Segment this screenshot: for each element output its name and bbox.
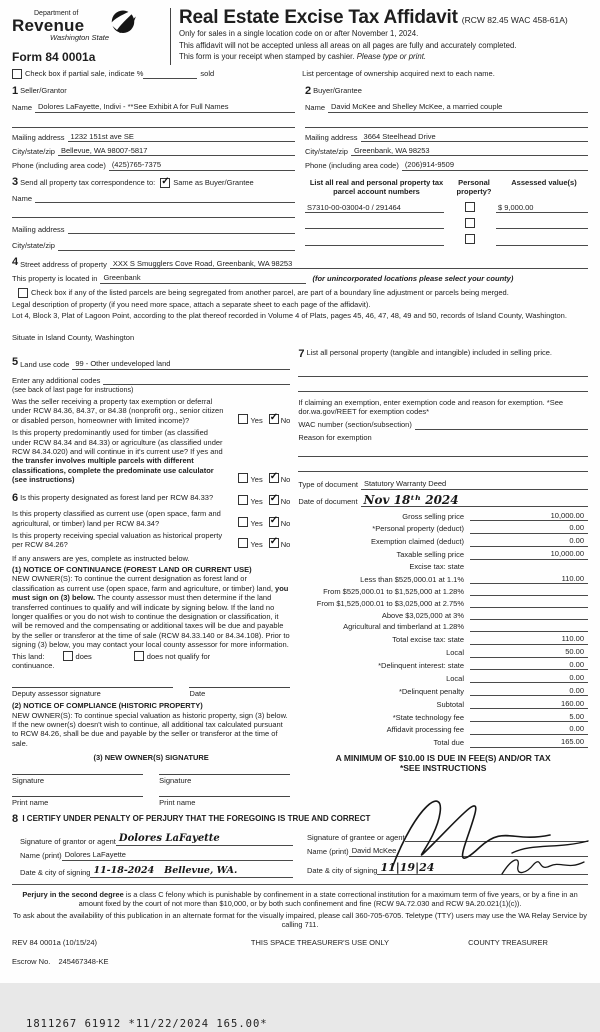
tax-row-taxable: Taxable selling price 10,000.00 (298, 549, 588, 559)
tax-row-tier4: Above $3,025,000 at 3% (298, 611, 588, 620)
same-as-buyer-label: Same as Buyer/Grantee (173, 177, 254, 187)
tax-value-delinquent-penalty: 0.00 (470, 686, 588, 696)
escrow-line: Escrow No. 245467348-KE (12, 957, 109, 966)
buyer-name-field: David McKee and Shelley McKee, a married couple (328, 102, 588, 112)
tax-row-delinquent-interest-local: Local 0.00 (298, 673, 588, 683)
grantor-print-name-field: Dolores LaFayette (62, 850, 293, 860)
parcel-table (305, 176, 588, 251)
current-use-answer: Yes ✓ No (232, 517, 290, 528)
if-yes-instruction: If any answers are yes, complete as instructed below. (12, 553, 190, 563)
partial-sale-percent-field (143, 78, 197, 79)
tax-value-total-state: 110.00 (470, 634, 588, 644)
reason-line-2 (298, 462, 588, 472)
dept-name: Revenue (12, 16, 85, 35)
tax-value-tier1: 110.00 (470, 574, 588, 584)
owner-print-line-1: Print name (12, 796, 143, 807)
partial-sale-checkbox (12, 69, 22, 79)
notice-compliance-title: (2) NOTICE OF COMPLIANCE (HISTORIC PROPERTY) (12, 701, 203, 711)
assessed-value-3 (496, 245, 588, 246)
header-note-3: This form is your receipt when stamped by cashier. Please type or print. (179, 52, 427, 62)
document-type-field: Statutory Warranty Deed (361, 479, 588, 489)
buyer-city-field: Greenbank, WA 98253 (351, 146, 588, 156)
tax-row-technology-fee: *State technology fee 5.00 (298, 712, 588, 722)
cashier-stamp: 1811267 61912 *11/22/2024 165.00* (26, 1018, 268, 1031)
does-not-checkbox (134, 651, 144, 661)
certify-statement: I CERTIFY UNDER PENALTY OF PERJURY THAT THE FOREGOING IS TRUE AND CORRECT (22, 814, 371, 824)
seller-phone-field: (425)765-7375 (109, 160, 295, 170)
section-5-land-use: 5 Land use code 99 - Other undeveloped land Enter any additional codes (see back of last page for instructions) Was the seller receiving a property tax exemption or deferral under RCW 84.36, 84.37, or 84.38 (nonprofit org., senior citizen or disabled person, homeowner with limited income)? Yes ✓ No Is this property predominantly used for timber (as classified under RCW 84.34 and 84.33) or agriculture (as classified under RCW 84.34.020) and will continue in it's current use? If yes and the transfer involves multiple parcels with different classifications, complete the predominate use calculator (see instructions) Yes ✓ No (12, 356, 290, 485)
wac-number-field (415, 429, 588, 430)
form-number: Form 84 0001a (12, 49, 96, 64)
tax-value-exemption-deduct: 0.00 (470, 536, 588, 546)
dept-prefix: Department of (34, 10, 79, 17)
tax-value-agricultural (470, 631, 588, 632)
buyer-title: Buyer/Grantee (313, 85, 362, 95)
section-2-buyer: 2 Buyer/Grantee Name David McKee and Shelley McKee, a married couple Mailing address 3664 Steelhead Drive City/state/zip Greenbank, WA 98253 Phone (including area code) (206)914-9509 (305, 85, 588, 171)
tax-row-excise-header: Excise tax: state (409, 562, 464, 571)
this-land-row: This land: does does not qualify for (12, 651, 211, 661)
exemption-note: If claiming an exemption, enter exemption code and reason for exemption. *See dor.wa.gov/REET for exemption codes* (298, 397, 564, 416)
personal-property-header: Personal property? (456, 177, 492, 197)
forest-land-answer: Yes ✓ No (232, 495, 290, 506)
historical-yes-checkbox (238, 538, 248, 548)
notice-continuance-body: NEW OWNER(S): To continue the current designation as forest land or classification as current use (open space, farm and agriculture, or timber) land, you must sign on (3) below. The county assessor must then determine if the land transferred continues to qualify and will indicate by signing below. If the land no longer qualifies or you do not wish to continue the designation or classification, it will be removed and the compensating or additional taxes will be due and payable by the seller or transferor at the time of sale (RCW 84.33.140 or 84.34.108). Prior to signing (3) below, you may contact your local county assessor for more information. (12, 574, 290, 649)
header (12, 8, 588, 65)
tty-note: To ask about the availability of this publication in an alternate format for the visually impaired, please call 360-705-6705. Teletype (TTY) users may use the WA Relay Service by calling 711. (13, 911, 587, 930)
deputy-date-line: Date (189, 687, 290, 698)
parcel-number-3 (305, 245, 444, 246)
personal-property-checkbox-1 (465, 202, 475, 212)
personal-property-line-2 (298, 382, 588, 392)
tax-value-taxable: 10,000.00 (470, 549, 588, 559)
forest-yes-checkbox (238, 495, 248, 505)
section-6-designations (12, 492, 290, 807)
tax-row-gross: Gross selling price 10,000.00 (298, 511, 588, 521)
tax-value-delinquent-interest-local: 0.00 (470, 673, 588, 683)
grantee-signature-field (405, 841, 588, 842)
assessed-value-header: Assessed value(s) (511, 177, 577, 187)
tax-row-local: Local 50.00 (298, 647, 588, 657)
grantee-print-name-field: David McKee (349, 846, 588, 856)
section-1-seller: 1 Seller/Grantor Name Dolores LaFayette, Indivi - **See Exhibit A for Full Names Mailing address 1232 151st ave SE City/state/zip Bellevue, WA 98007-5817 Phone (including area code) (425)765-7375 (12, 85, 295, 171)
tax-row-tier1: Less than $525,000.01 at 1.1% 110.00 (298, 574, 588, 584)
title-rcw: (RCW 82.45 WAC 458-61A) (461, 15, 568, 25)
seller-name-field: Dolores LaFayette, Indivi - **See Exhibit A for Full Names (35, 102, 295, 112)
segregated-label: Check box if any of the listed parcels are being segregated from another parcel, are part of a boundary line adjustment or parcels being merged. (31, 287, 509, 297)
perjury-note: Perjury in the second degree is a class C felony which is punishable by confinement in a state correctional institution for a maximum term of five years, or by a fine in an amount fixed by the court of not more than $10,000, or by both such confinement and fine (RCW 9A.72.030 and RCW 9A.20.021(1)(c)). (22, 889, 578, 908)
located-in-field: Greenbank (100, 273, 306, 283)
timber-no-checkbox (269, 473, 279, 483)
section-7-sale: 7 List all personal property (tangible and intangible) included in selling price. If claiming an exemption, enter exemption code and reason for exemption. *See dor.wa.gov/REET for exemption codes* WAC number (section/subsection) Reason for exemption Type of document Statutory Warranty Deed Date of document Nov 18ᵗʰ 2024 Gross selling price 10,000.00 *Personal property (deduct) 0.00 Exemption claimed (deduct) 0.00 Taxable selling price 10,000.00 Excise tax: state Less than $525,000.01 at 1.1% 110.00 From $525,000.01 to $1,525,000 at 1.28% From $1,525,000.01 to $3,025,000 at 2.75% Above $3,025,000 at 3% Agricultural and timberland at 1.28% Total excise tax: state 110.00 Local 50.00 *Delinquent interest: state 0.00 Local 0.00 *Delinquent penalty 0.00 Subtotal 160.00 *State technology fee 5.00 Affidavit processing fee 0.00 Total due 165.00 A MINIMUM OF $10.00 IS DUE IN FEE(S) AND/OR TAX *SEE INSTRUCTIONS (298, 348, 588, 807)
correspondence-mailing-field (68, 233, 295, 234)
partial-sale-row (12, 69, 588, 79)
additional-codes-note: (see back of last page for instructions) (12, 385, 134, 394)
assessed-value-2 (496, 228, 588, 229)
agency-block (12, 8, 170, 65)
county-treasurer-label: COUNTY TREASURER (468, 937, 548, 947)
parcel-row-1 (305, 202, 588, 213)
located-note: (for unincorporated locations please select your county) (312, 274, 514, 284)
title-block (170, 8, 588, 65)
correspondence-name-field (35, 202, 295, 203)
exemption-answer: Yes ✓ No (232, 414, 290, 425)
exemption-question: Was the seller receiving a property tax exemption or deferral under RCW 84.36, 84.37, or 84.38 (nonprofit org., senior citizen or disabled person, homeowner with limited income)? (12, 397, 224, 425)
segregated-checkbox (18, 288, 28, 298)
current-use-yes-checkbox (238, 517, 248, 527)
does-checkbox (63, 651, 73, 661)
buyer-name-extra-line (305, 118, 588, 128)
treasurer-space-label: THIS SPACE TREASURER'S USE ONLY (250, 937, 390, 947)
personal-property-line-1 (298, 367, 588, 377)
tax-value-total-due: 165.00 (470, 737, 588, 747)
tax-value-gross: 10,000.00 (470, 511, 588, 521)
historical-answer: Yes ✓ No (232, 538, 290, 549)
minimum-fee-note: A MINIMUM OF $10.00 IS DUE IN FEE(S) AND/OR TAX (335, 752, 551, 763)
street-address-field: XXX S Smugglers Cove Road, Greenbank, WA 98253 (110, 259, 588, 269)
reason-exemption-label: Reason for exemption (298, 432, 372, 442)
parcel-row-2 (305, 218, 588, 229)
owner-print-line-2: Print name (159, 796, 290, 807)
tax-value-subtotal: 160.00 (470, 699, 588, 709)
historical-question: Is this property receiving special valuation as historical property per RCW 84.26? (12, 530, 223, 550)
current-use-no-checkbox (269, 517, 279, 527)
exemption-yes-checkbox (238, 414, 248, 424)
tax-value-tier3 (470, 607, 588, 608)
forest-no-checkbox (269, 495, 279, 505)
tax-value-local: 50.00 (470, 647, 588, 657)
grantor-signature-block: Signature of grantor or agent Dolores LaFayette Name (print) Dolores LaFayette Date & city of signing 11-18-2024 Bellevue, WA. (12, 829, 293, 878)
timber-yes-checkbox (238, 473, 248, 483)
correspondence-extra-line (12, 208, 295, 218)
notice-compliance-body: NEW OWNER(S): To continue special valuation as historic property, sign (3) below. If the new owner(s) doesn't wish to continue, all additional tax calculated pursuant to RCW 84.26, shall be due and payable by the seller or transferor at the time of sale. (12, 710, 288, 748)
personal-property-checkbox-2 (465, 218, 475, 228)
tax-value-tier4 (470, 619, 588, 620)
seller-name-extra-line (12, 118, 295, 128)
tax-value-tier2 (470, 595, 588, 596)
grantor-signature-field: Dolores LaFayette (116, 833, 293, 847)
tax-row-agricultural: Agricultural and timberland at 1.28% (298, 622, 588, 631)
tax-row-personal-deduct: *Personal property (deduct) 0.00 (298, 523, 588, 533)
see-instructions-note: *SEE INSTRUCTIONS (399, 763, 487, 774)
parcel-number-2 (305, 228, 444, 229)
section-3-correspondence: 3 Send all property tax correspondence to: ✓ Same as Buyer/Grantee Name Mailing address City/state/zip (12, 176, 295, 251)
partial-sale-label: Check box if partial sale, indicate % (25, 69, 144, 79)
tax-row-processing-fee: Affidavit processing fee 0.00 (298, 724, 588, 734)
correspondence-city-field (58, 250, 295, 251)
legal-description-label: Legal description of property (if you need more space, attach a separate sheet to each page of the affidavit). (12, 299, 371, 309)
type-or-print-note: Please type or print. (356, 52, 427, 62)
header-note-2: This affidavit will not be accepted unless all areas on all pages are fully and accurately completed. (179, 40, 517, 50)
legal-description-value: Lot 4, Block 3, Plat of Lagoon Point, according to the plat thereof recorded in Volume 4 of Plats, pages 45, 46, 47, 48, 49 and 50, records of Island County, Washington. (12, 311, 567, 321)
tax-computation-table (298, 511, 588, 748)
tax-value-technology-fee: 5.00 (470, 712, 588, 722)
parcel-row-3 (305, 234, 588, 245)
tax-row-total-state: Total excise tax: state 110.00 (298, 634, 588, 644)
owner-signature-line-2: Signature (159, 774, 290, 785)
current-use-question: Is this property classified as current use (open space, farm and agricultural, or timber) land per RCW 84.34? (12, 509, 221, 528)
section-4-property: 4 Street address of property XXX S Smugglers Cove Road, Greenbank, WA 98253 This property is located in Greenbank (for unincorporated locations please select your county) Check box if any of the listed parcels are being segregated from another parcel, are part of a boundary line adjustment or parcels being merged. Legal description of property (if you need more space, attach a separate sheet to each page of the affidavit). Lot 4, Block 3, Plat of Lagoon Point, according to the plat thereof recorded in Volume 4 of Plats, pages 45, 46, 47, 48, 49 and 50, records of Island County, Washington. Situate in Island County, Washington (12, 256, 588, 342)
assessed-value-1: $ 9,000.00 (496, 203, 588, 213)
personal-property-intro: List all personal property (tangible and intangible) included in selling price. (306, 347, 553, 357)
seller-city-field: Bellevue, WA 98007-5817 (58, 146, 295, 156)
seller-title: Seller/Grantor (20, 85, 67, 95)
parcel-numbers-header: List all real and personal property tax parcel account numbers (309, 177, 444, 197)
tax-value-delinquent-interest-state: 0.00 (470, 660, 588, 670)
escrow-number: 245467348-KE (58, 957, 109, 966)
forest-land-question: 6 Is this property designated as forest land per RCW 84.33? (12, 492, 214, 505)
situate-note: Situate in Island County, Washington (12, 332, 135, 342)
tax-row-tier3: From $1,525,000.01 to $3,025,000 at 2.75% (298, 599, 588, 608)
exemption-no-checkbox (269, 414, 279, 424)
dept-state: Washington State (50, 33, 110, 42)
historical-no-checkbox (269, 538, 279, 548)
tax-row-delinquent-penalty: *Delinquent penalty 0.00 (298, 686, 588, 696)
tax-row-exemption-deduct: Exemption claimed (deduct) 0.00 (298, 536, 588, 546)
deputy-assessor-signature-line: Deputy assessor signature (12, 687, 173, 698)
rev-number: REV 84 0001a (10/15/24) (12, 937, 98, 947)
timber-answer: Yes ✓ No (232, 473, 290, 484)
seller-mailing-field: 1232 151st ave SE (68, 132, 295, 142)
ownership-note: List percentage of ownership acquired next to each name. (302, 69, 495, 79)
tax-row-total-due: Total due 165.00 (298, 737, 588, 747)
tax-row-subtotal: Subtotal 160.00 (298, 699, 588, 709)
continuance-word: continuance. (12, 661, 55, 671)
reason-line-1 (298, 447, 588, 457)
sold-label: sold (200, 69, 215, 79)
same-as-buyer-checkbox (160, 178, 170, 188)
grantee-date-city-field: 11|19|24 (377, 861, 588, 876)
grantor-date-city-field: 11-18-2024 Bellevue, WA. (90, 865, 293, 878)
grantee-signature-block: Signature of grantee or agent Name (print) David McKee Date & city of signing 11|19|24 (307, 829, 588, 878)
correspondence-intro: Send all property tax correspondence to: (20, 177, 156, 187)
tax-row-delinquent-interest-state: *Delinquent interest: state 0.00 (298, 660, 588, 670)
new-owners-signature-title: (3) NEW OWNER(S) SIGNATURE (93, 753, 209, 762)
owner-signature-line-1: Signature (12, 774, 143, 785)
timber-question: Is this property predominantly used for timber (as classified under RCW 84.34 and 84.33) or agriculture (as classified under RCW 84.34.020) and will continue in it's current use? If yes and the transfer involves multiple parcels with different classifications, complete the predominate use calculator (see instructions) (12, 428, 223, 484)
tax-value-personal-deduct: 0.00 (470, 523, 588, 533)
personal-property-checkbox-3 (465, 234, 475, 244)
document-date-field: Nov 18ᵗʰ 2024 (361, 494, 588, 507)
land-use-code-field: 99 - Other undeveloped land (72, 359, 290, 369)
page-title: Real Estate Excise Tax Affidavit (179, 7, 458, 28)
buyer-phone-field: (206)914-9509 (402, 160, 588, 170)
tax-row-tier2: From $525,000.01 to $1,525,000 at 1.28% (298, 587, 588, 596)
parcel-number-1: S7310-00-03004-0 / 291464 (305, 203, 444, 213)
notice-continuance-title: (1) NOTICE OF CONTINUANCE (FOREST LAND OR CURRENT USE) (12, 565, 252, 574)
header-note-1: Only for sales in a single location code on or after November 1, 2024. (179, 29, 419, 38)
tax-value-processing-fee: 0.00 (470, 724, 588, 734)
buyer-mailing-field: 3664 Steelhead Drive (361, 132, 588, 142)
dor-logo-icon (108, 6, 138, 36)
section-8-certification: 8 I CERTIFY UNDER PENALTY OF PERJURY THAT THE FOREGOING IS TRUE AND CORRECT Signature of grantor or agent Dolores LaFayette Name (print) Dolores LaFayette Date & city of signing 11-18-2024 Bellevue, WA. Signature of grantee or agent Name (print) David McKee Date & city of signing 11|19|24 (12, 813, 588, 878)
footer (12, 884, 588, 1032)
